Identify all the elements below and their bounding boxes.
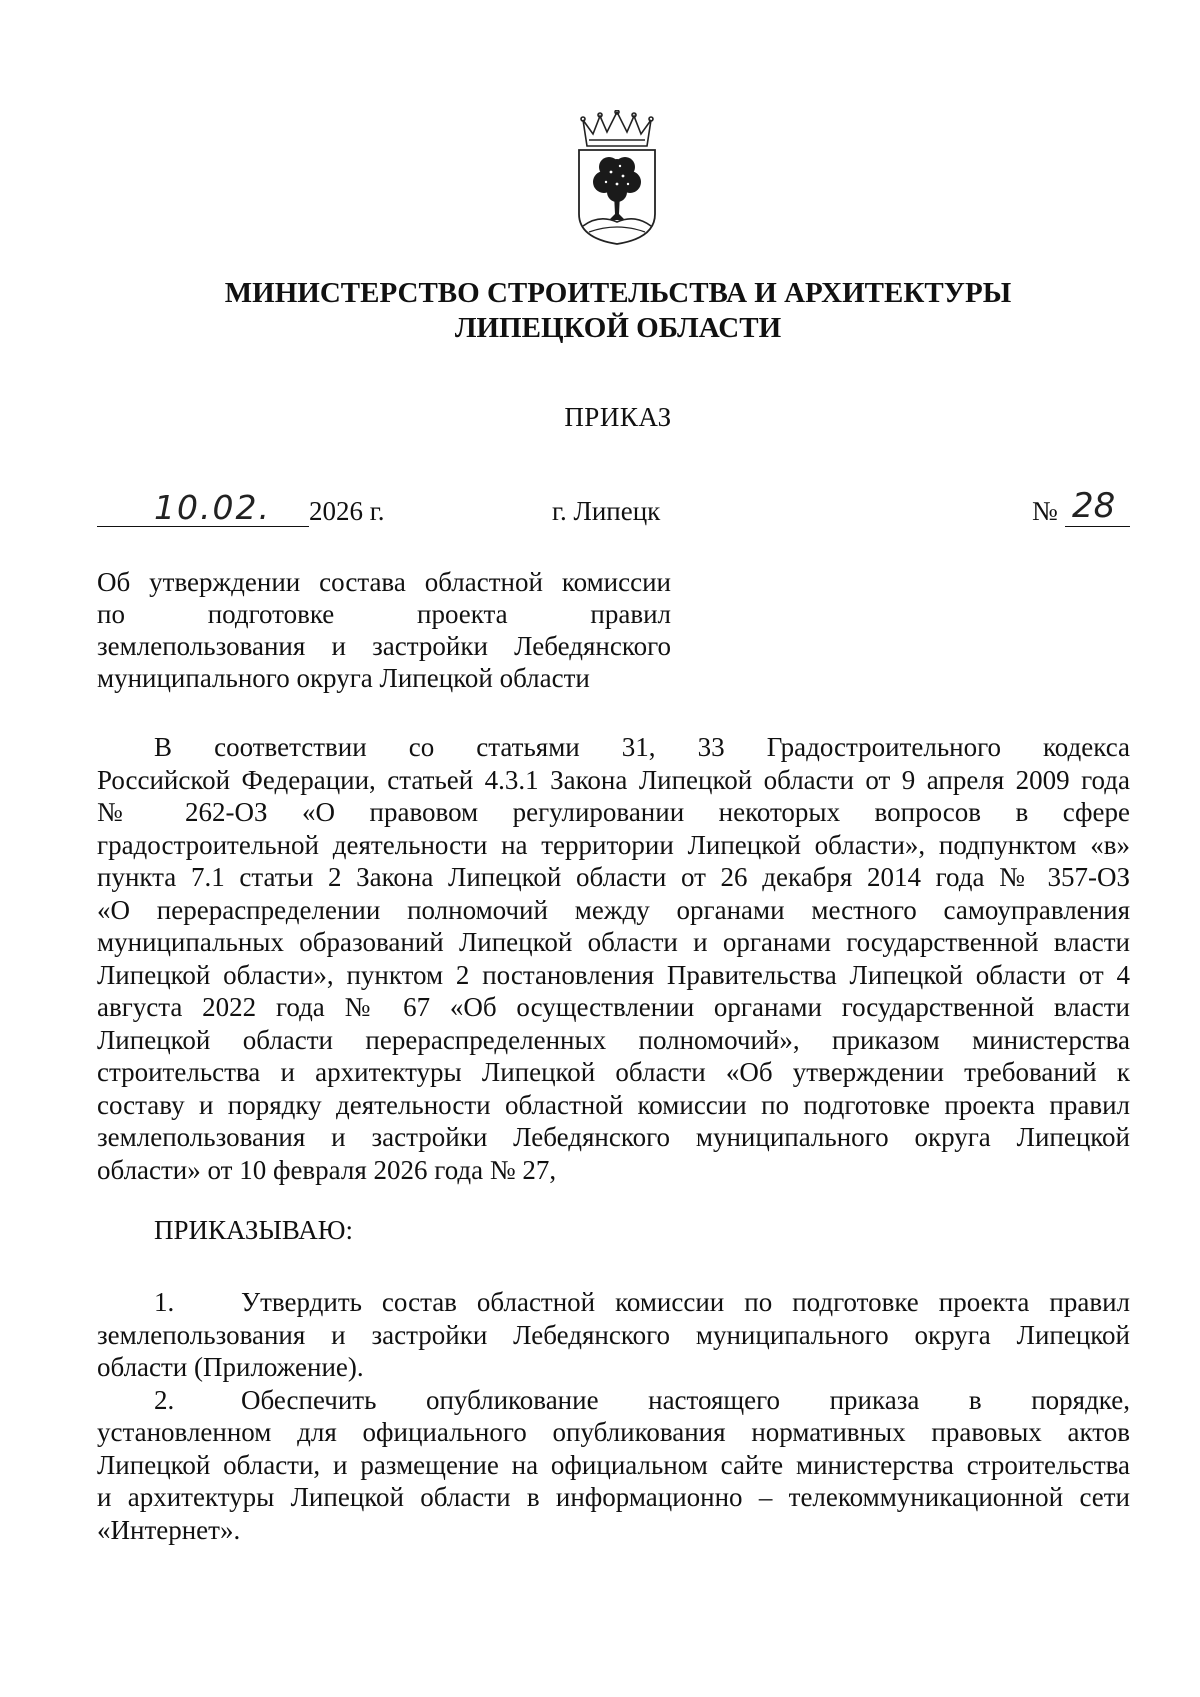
preamble-line: градостроительной деятельности на территории Липецкой области», подпунктом «в» — [97, 829, 1130, 860]
preamble-line: Липецкой области», пунктом 2 постановления Правительства Липецкой области от 4 — [97, 959, 1130, 990]
number-sign: № — [1032, 496, 1058, 526]
preamble-line: землепользования и застройки Лебедянского муниципального округа Липецкой — [97, 1122, 1130, 1152]
order-items — [97, 1286, 1130, 1546]
order-word: ПРИКАЗЫВАЮ: — [154, 1215, 353, 1245]
order-item-text: Обеспечить опубликование настоящего приказа в порядке, — [241, 1384, 1130, 1415]
preamble-line: составу и порядку деятельности областной комиссии по подготовке проекта правил — [97, 1089, 1130, 1120]
preamble-line: муниципальных образований Липецкой области и органами государственной власти — [97, 927, 1130, 957]
subject-line: по подготовке проекта правил — [97, 599, 671, 629]
order-item-line: «Интернет». — [97, 1514, 241, 1545]
handwritten-date: 10.02. — [154, 488, 271, 527]
date-year: 2026 г. — [309, 496, 385, 526]
document-type: ПРИКАЗ — [564, 402, 672, 432]
order-item-line: землепользования и застройки Лебедянского муниципального округа Липецкой — [97, 1319, 1130, 1350]
order-item-line: установленном для официального опубликования нормативных правовых актов — [97, 1417, 1130, 1447]
order-item-line: Липецкой области, и размещение на официальном сайте министерства строительства — [97, 1449, 1130, 1480]
preamble-line: области» от 10 февраля 2026 года № 27, — [97, 1154, 557, 1185]
preamble-line: строительства и архитектуры Липецкой области «Об утверждении требований к — [97, 1057, 1130, 1087]
preamble-line: Липецкой области перераспределенных полномочий», приказом министерства — [97, 1024, 1130, 1055]
preamble-line: пункта 7.1 статьи 2 Закона Липецкой области от 26 декабря 2014 года № 357-ОЗ — [97, 862, 1130, 892]
order-item-number: 1. — [154, 1287, 175, 1317]
preamble-line: В соответствии со статьями 31, 33 Градостроительного кодекса — [154, 732, 1130, 762]
coat-of-arms-icon — [573, 110, 661, 246]
preamble-line: «О перераспределении полномочий между органами местного самоуправления — [97, 894, 1130, 925]
subject-line: землепользования и застройки Лебедянского — [97, 631, 671, 661]
city: г. Липецк — [552, 496, 661, 526]
subject-line: муниципального округа Липецкой области — [97, 663, 590, 693]
document-subject — [97, 566, 671, 694]
number-underline — [1065, 526, 1130, 527]
order-item-line: области (Приложение). — [97, 1352, 364, 1382]
date-number-line — [97, 486, 1130, 534]
subject-line: Об утверждении состава областной комиссии — [97, 567, 671, 597]
ministry-name-line-1: МИНИСТЕРСТВО СТРОИТЕЛЬСТВА И АРХИТЕКТУРЫ — [224, 277, 1012, 309]
order-item-2 — [97, 1384, 1130, 1547]
ministry-name-line-2: ЛИПЕЦКОЙ ОБЛАСТИ — [454, 312, 782, 344]
order-item-line — [97, 1384, 1130, 1417]
order-item-1 — [97, 1286, 1130, 1384]
order-item-line: и архитектуры Липецкой области в информационно – телекоммуникационной сети — [97, 1482, 1130, 1512]
preamble-paragraph — [97, 731, 1130, 1186]
order-item-line — [97, 1286, 1130, 1319]
preamble-line: № 262-ОЗ «О правовом регулировании некоторых вопросов в сфере — [97, 797, 1130, 827]
handwritten-number: 28 — [1072, 486, 1116, 526]
preamble-line: августа 2022 года № 67 «Об осуществлении органами государственной власти — [97, 992, 1130, 1022]
preamble-line: Российской Федерации, статьей 4.3.1 Закона Липецкой области от 9 апреля 2009 года — [97, 764, 1130, 795]
order-item-number: 2. — [154, 1384, 175, 1415]
order-item-text: Утвердить состав областной комиссии по подготовке проекта правил — [241, 1287, 1130, 1317]
ministry-name — [0, 276, 1200, 346]
